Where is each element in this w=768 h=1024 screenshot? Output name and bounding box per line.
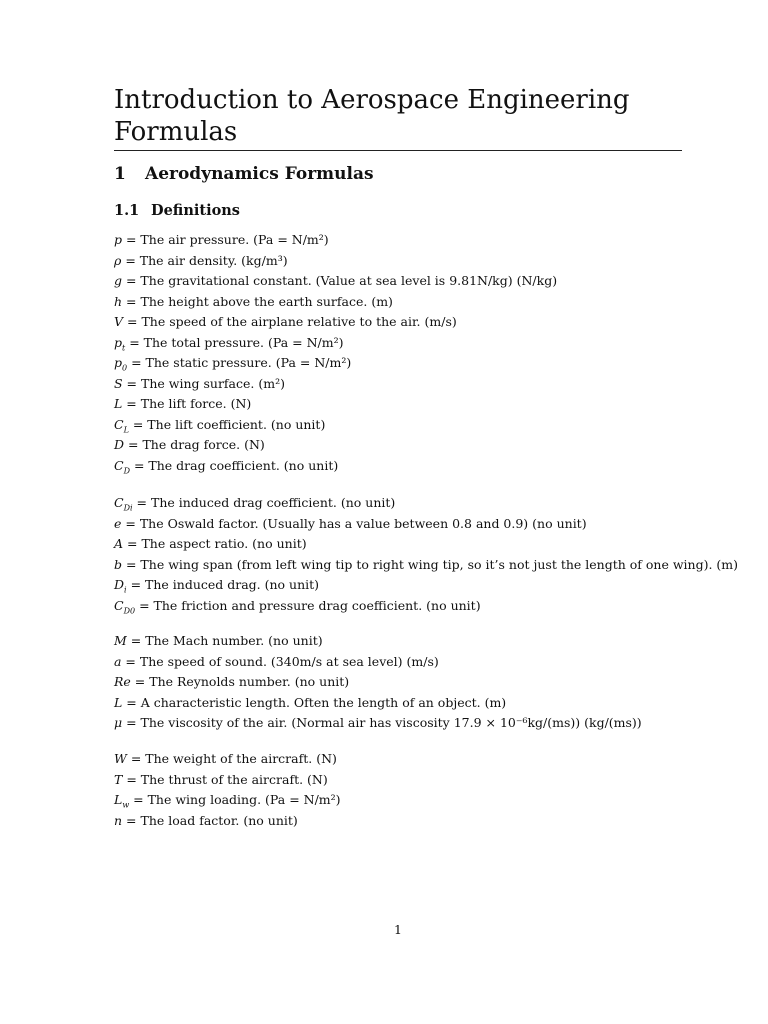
definition-text: = The lift coefficient. (no unit)	[128, 416, 326, 432]
definition-symbol: a	[114, 653, 122, 669]
definition-symbol: C	[114, 495, 124, 510]
definition-text: = The static pressure. (Pa = N/m²)	[127, 355, 352, 370]
section-title: Aerodynamics Formulas	[145, 164, 374, 184]
definition-symbol: C	[114, 597, 124, 613]
definition-text: = The aspect ratio. (no unit)	[123, 536, 307, 551]
definition-item	[114, 353, 557, 374]
definition-item	[114, 435, 557, 456]
definition-symbol: p	[114, 232, 123, 247]
definition-item	[114, 652, 642, 673]
definition-item	[114, 713, 642, 734]
definition-text: = The induced drag coefficient. (no unit)	[132, 495, 396, 510]
definition-item	[114, 534, 738, 555]
definition-symbol: L	[114, 694, 123, 710]
definition-item	[114, 271, 557, 292]
definition-text: = The weight of the aircraft. (N)	[126, 751, 337, 766]
definition-item	[114, 456, 557, 477]
definition-symbol: S	[114, 375, 123, 391]
section-number: 1	[114, 164, 126, 184]
definition-text: = The speed of the airplane relative to the air. (m/s)	[123, 314, 457, 329]
definition-text: = The lift force. (N)	[122, 396, 252, 411]
definition-subscript: Di	[123, 503, 133, 513]
definition-symbol: p	[114, 355, 123, 370]
definition-text: = The speed of sound. (340m/s at sea level) (m/s)	[121, 653, 439, 669]
definition-text: = The Reynolds number. (no unit)	[130, 674, 350, 689]
definition-item	[114, 749, 341, 770]
definition-text: = The height above the earth surface. (m)	[122, 293, 393, 309]
definition-text: = The drag coefficient. (no unit)	[130, 457, 339, 473]
definition-text: = The Oswald factor. (Usually has a value between 0.8 and 0.9) (no unit)	[121, 515, 587, 531]
definition-symbol: C	[114, 457, 124, 473]
definition-text: = The gravitational constant. (Value at sea level is 9.81N/kg) (N/kg)	[122, 273, 558, 288]
definition-symbol: ρ	[114, 252, 122, 268]
page-number: 1	[394, 922, 402, 937]
subsection-heading	[114, 202, 240, 219]
definition-item	[114, 575, 738, 596]
definition-item	[114, 333, 557, 354]
definition-item	[114, 555, 738, 576]
definition-text: = A characteristic length. Often the length of an object. (m)	[122, 694, 507, 710]
definition-symbol: L	[114, 396, 123, 411]
definition-symbol: W	[114, 751, 127, 766]
definition-item	[114, 514, 738, 535]
definition-symbol: b	[114, 556, 123, 572]
definition-symbol: h	[114, 293, 123, 309]
definition-subscript: w	[122, 800, 130, 810]
section-heading	[114, 164, 374, 184]
definition-symbol: C	[114, 416, 124, 432]
definition-item	[114, 596, 738, 617]
definition-symbol: D	[114, 577, 125, 592]
definition-item	[114, 415, 557, 436]
definition-item	[114, 374, 557, 395]
definition-text: = The load factor. (no unit)	[122, 812, 298, 828]
definition-symbol: A	[114, 536, 124, 551]
definition-symbol: μ	[114, 715, 123, 730]
definition-text: = The thrust of the aircraft. (N)	[122, 771, 328, 787]
definition-subscript: D0	[123, 606, 136, 615]
definition-item	[114, 493, 738, 514]
definition-text: = The wing loading. (Pa = N/m²)	[129, 792, 341, 807]
definition-subscript: L	[123, 425, 129, 434]
definition-item	[114, 631, 642, 652]
definition-text: = The wing span (from left wing tip to right wing tip, so it’s not just the length of one wing). (m)	[122, 556, 739, 572]
definition-symbol: M	[114, 633, 127, 648]
definition-item	[114, 394, 557, 415]
definition-text: = The viscosity of the air. (Normal air has viscosity 17.9 × 10⁻⁶kg/(ms)) (kg/(ms))	[122, 715, 642, 730]
definition-subscript: 0	[122, 363, 128, 373]
definitions-group-basic	[114, 230, 557, 476]
definition-symbol: T	[114, 771, 123, 787]
definition-symbol: g	[114, 273, 123, 288]
definition-symbol: V	[114, 314, 124, 329]
definition-subscript: D	[123, 466, 130, 475]
definition-text: = The air pressure. (Pa = N/m²)	[122, 232, 329, 247]
definition-item	[114, 230, 557, 251]
definition-symbol: L	[114, 792, 123, 807]
definition-symbol: p	[114, 334, 123, 350]
definition-item	[114, 251, 557, 272]
definition-text: = The total pressure. (Pa = N/m²)	[125, 334, 344, 350]
definition-text: = The drag force. (N)	[124, 437, 265, 452]
definition-item	[114, 790, 341, 811]
definitions-group-flow	[114, 631, 642, 734]
definition-symbol: n	[114, 812, 123, 828]
definition-symbol: e	[114, 515, 122, 531]
definition-subscript: i	[124, 585, 127, 595]
definition-item	[114, 693, 642, 714]
subsection-number: 1.1	[114, 202, 140, 219]
definition-text: = The induced drag. (no unit)	[126, 577, 320, 592]
definitions-group-aircraft	[114, 749, 341, 831]
definitions-group-drag	[114, 493, 738, 616]
definition-item	[114, 312, 557, 333]
definition-symbol: D	[114, 437, 125, 452]
definition-subscript: t	[122, 343, 126, 352]
definition-item	[114, 672, 642, 693]
definition-text: = The friction and pressure drag coefficient. (no unit)	[135, 597, 481, 613]
subsection-title: Definitions	[151, 202, 240, 219]
definition-text: = The wing surface. (m²)	[122, 375, 285, 391]
definition-item	[114, 811, 341, 832]
definition-item	[114, 292, 557, 313]
definition-item	[114, 770, 341, 791]
definition-text: = The air density. (kg/m³)	[121, 252, 288, 268]
definition-symbol: Re	[114, 674, 131, 689]
definition-text: = The Mach number. (no unit)	[126, 633, 323, 648]
document-title: Introduction to Aerospace Engineering Formulas	[114, 84, 682, 151]
